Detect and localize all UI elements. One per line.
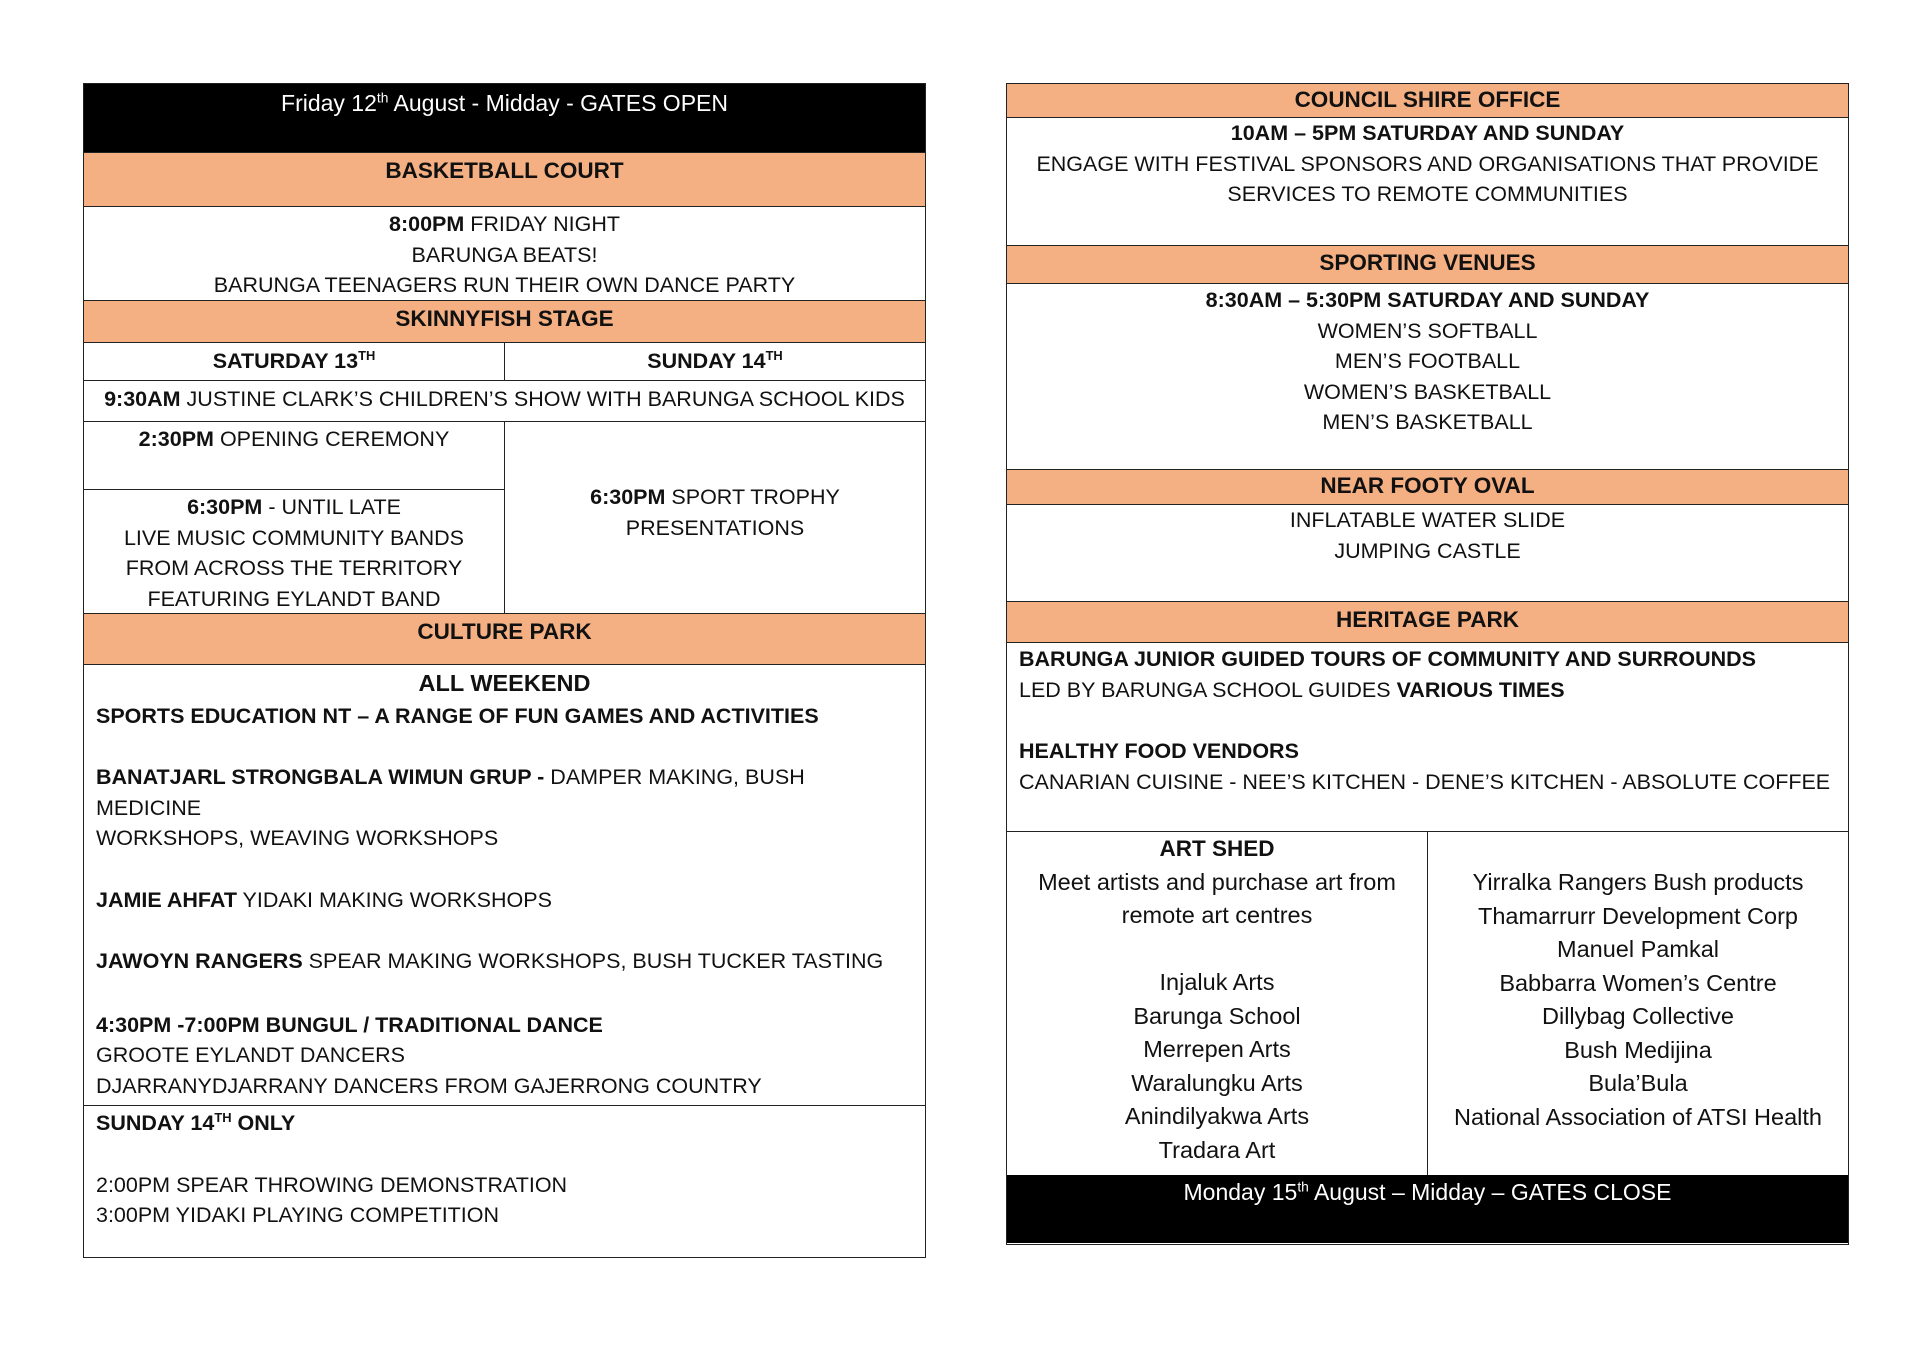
- gates-open-text-rest: August - Midday - GATES OPEN: [388, 90, 728, 116]
- sunday-only-label: SUNDAY 14: [96, 1111, 215, 1135]
- trophy-label: SPORT TROPHY: [665, 485, 840, 509]
- tours-times: VARIOUS TIMES: [1396, 677, 1565, 702]
- heritage-park-header: [1007, 601, 1848, 643]
- art-shed-intro-line2: remote art centres: [1121, 902, 1313, 928]
- sunday-trophy-cell: [505, 422, 925, 613]
- groote-dancers-line: GROOTE EYLANDT DANCERS: [96, 1043, 406, 1067]
- live-music-until: - UNTIL LATE: [262, 495, 401, 519]
- heritage-park-body: [1007, 643, 1848, 832]
- banatjarl-line: [96, 762, 913, 823]
- art-shed-right-column: [1428, 832, 1848, 1175]
- art-centre-item: Injaluk Arts: [1159, 969, 1275, 995]
- food-vendors-list: CANARIAN CUISINE - NEE’S KITCHEN - DENE’S KITCHEN - ABSOLUTE COFFEE: [1019, 769, 1831, 794]
- trophy-label-line2: PRESENTATIONS: [625, 515, 805, 540]
- culture-park-title: CULTURE PARK: [417, 619, 592, 644]
- footy-item: JUMPING CASTLE: [1334, 538, 1521, 563]
- jamie-desc: YIDAKI MAKING WORKSHOPS: [236, 887, 552, 912]
- skinnyfish-stage-header: [84, 300, 925, 343]
- art-centre-item: National Association of ATSI Health: [1454, 1103, 1822, 1130]
- art-shed-row: [1007, 832, 1848, 1175]
- near-footy-oval-header: [1007, 469, 1848, 505]
- art-centre-item: Babbarra Women’s Centre: [1499, 969, 1777, 996]
- live-music-time-line: [84, 492, 504, 523]
- tours-guides-text: LED BY BARUNGA SCHOOL GUIDES: [1019, 677, 1397, 702]
- saturday-events: [84, 422, 505, 613]
- skinnyfish-stage-title: SKINNYFISH STAGE: [395, 306, 614, 331]
- basketball-time: 8:00PM: [389, 212, 465, 236]
- kids-show-time: 9:30AM: [104, 387, 181, 411]
- sport-item: MEN’S BASKETBALL: [1322, 410, 1533, 434]
- basketball-event: BARUNGA BEATS!: [411, 242, 598, 267]
- basketball-court-body: [84, 207, 925, 300]
- sporting-time: 8:30AM – 5:30PM SATURDAY AND SUNDAY: [1205, 288, 1650, 312]
- council-shire-title: COUNCIL SHIRE OFFICE: [1294, 87, 1561, 112]
- sporting-venues-body: [1007, 284, 1848, 469]
- gates-close-text: Monday 15: [1183, 1179, 1298, 1205]
- food-vendors-heading: HEALTHY FOOD VENDORS: [1019, 739, 1299, 763]
- council-shire-body: [1007, 118, 1848, 245]
- sunday-only-heading: [96, 1108, 913, 1139]
- live-music-time: 6:30PM: [187, 495, 263, 519]
- trophy-time: 6:30PM: [590, 485, 666, 509]
- art-centre-item: Tradara Art: [1158, 1136, 1276, 1163]
- gates-close-sup: th: [1297, 1179, 1309, 1195]
- live-music-line: FEATURING EYLANDT BAND: [147, 586, 441, 611]
- art-centre-item: Waralungku Arts: [1131, 1069, 1303, 1096]
- council-desc-line2: SERVICES TO REMOTE COMMUNITIES: [1227, 182, 1628, 206]
- art-centre-item: Manuel Pamkal: [1557, 936, 1719, 962]
- basketball-court-title: BASKETBALL COURT: [385, 158, 624, 183]
- tours-guides-line: [1019, 675, 1836, 706]
- art-centre-item: Barunga School: [1133, 1002, 1301, 1029]
- art-centre-item: Thamarrurr Development Corp: [1478, 902, 1798, 929]
- kids-show-desc: JUSTINE CLARK’S CHILDREN’S SHOW WITH BARUNGA SCHOOL KIDS: [180, 387, 905, 411]
- art-centre-item: Dillybag Collective: [1542, 1003, 1734, 1029]
- sporting-venues-title: SPORTING VENUES: [1319, 250, 1536, 275]
- opening-ceremony-cell: [84, 422, 504, 490]
- jamie-line: [96, 885, 913, 916]
- gates-open-text: Friday 12: [281, 90, 377, 116]
- sunday-only-body: [84, 1106, 925, 1231]
- sunday-only-sup: TH: [214, 1109, 232, 1125]
- spear-throwing-line: 2:00PM SPEAR THROWING DEMONSTRATION: [96, 1172, 568, 1197]
- basketball-time-line: [84, 209, 925, 240]
- skinnyfish-day-row: [84, 343, 925, 381]
- art-centre-item: Bush Medijina: [1564, 1036, 1712, 1063]
- trophy-time-line: [505, 482, 925, 513]
- sporting-venues-header: [1007, 245, 1848, 284]
- right-schedule-panel: [1006, 83, 1849, 1245]
- jawoyn-line: [96, 946, 913, 977]
- junior-tours-line: BARUNGA JUNIOR GUIDED TOURS OF COMMUNITY AND SURROUNDS: [1019, 647, 1756, 671]
- art-centre-item: Bula’Bula: [1588, 1070, 1688, 1096]
- sunday-header: [505, 343, 925, 380]
- near-footy-oval-body: [1007, 505, 1848, 601]
- art-shed-left-column: [1007, 832, 1428, 1175]
- banatjarl-name: BANATJARL STRONGBALA WIMUN GRUP -: [96, 765, 545, 789]
- sport-item: WOMEN’S SOFTBALL: [1317, 318, 1538, 343]
- heritage-park-title: HERITAGE PARK: [1336, 607, 1519, 632]
- sunday-label: SUNDAY 14: [647, 349, 766, 373]
- council-shire-header: [1007, 84, 1848, 118]
- near-footy-oval-title: NEAR FOOTY OVAL: [1320, 473, 1535, 498]
- saturday-header: [84, 343, 505, 380]
- jamie-name: JAMIE AHFAT: [96, 887, 237, 912]
- art-shed-intro: Meet artists and purchase art from: [1038, 868, 1396, 895]
- council-desc: ENGAGE WITH FESTIVAL SPONSORS AND ORGANISATIONS THAT PROVIDE: [1036, 151, 1819, 176]
- culture-park-body: [84, 665, 925, 1106]
- art-centre-item: Yirralka Rangers Bush products: [1472, 869, 1804, 895]
- left-schedule-panel: [83, 83, 926, 1258]
- djarranydjarrany-line: DJARRANYDJARRANY DANCERS FROM GAJERRONG COUNTRY: [96, 1073, 762, 1098]
- skinnyfish-split-row: [84, 422, 925, 613]
- opening-ceremony-label: OPENING CEREMONY: [213, 427, 450, 451]
- jawoyn-desc: SPEAR MAKING WORKSHOPS, BUSH TUCKER TASTING: [302, 949, 884, 973]
- sunday-sup: TH: [765, 347, 783, 363]
- banatjarl-desc-line2: WORKSHOPS, WEAVING WORKSHOPS: [96, 826, 499, 850]
- live-music-line: LIVE MUSIC COMMUNITY BANDS: [123, 525, 465, 550]
- live-music-line: FROM ACROSS THE TERRITORY: [125, 556, 463, 580]
- basketball-court-header: [84, 152, 925, 207]
- art-centre-item: Anindilyakwa Arts: [1124, 1103, 1310, 1129]
- council-time: 10AM – 5PM SATURDAY AND SUNDAY: [1230, 121, 1625, 145]
- opening-ceremony-time: 2:30PM: [138, 427, 214, 451]
- gates-open-sup: th: [376, 90, 389, 106]
- jawoyn-name: JAWOYN RANGERS: [96, 949, 303, 973]
- sport-item: MEN’S FOOTBALL: [1334, 349, 1521, 373]
- banatjarl-desc: DAMPER MAKING, BUSH MEDICINE: [96, 765, 805, 820]
- sports-education-line: SPORTS EDUCATION NT – A RANGE OF FUN GAMES AND ACTIVITIES: [96, 703, 819, 728]
- saturday-sup: TH: [358, 347, 376, 363]
- art-shed-title: ART SHED: [1159, 836, 1275, 861]
- live-music-cell: [84, 490, 504, 614]
- culture-park-header: [84, 613, 925, 665]
- sport-item: WOMEN’S BASKETBALL: [1303, 379, 1552, 404]
- art-centre-item: Merrepen Arts: [1143, 1036, 1291, 1062]
- sunday-only-label-rest: ONLY: [231, 1111, 296, 1135]
- footy-item: INFLATABLE WATER SLIDE: [1289, 508, 1566, 532]
- kids-show-row: [84, 381, 925, 422]
- all-weekend-heading: ALL WEEKEND: [418, 670, 591, 696]
- gates-close-bar: [1007, 1175, 1848, 1243]
- basketball-time-rest: FRIDAY NIGHT: [464, 212, 620, 236]
- saturday-label: SATURDAY 13: [212, 349, 359, 373]
- basketball-desc: BARUNGA TEENAGERS RUN THEIR OWN DANCE PARTY: [213, 273, 796, 297]
- yidaki-competition-line: 3:00PM YIDAKI PLAYING COMPETITION: [96, 1203, 500, 1227]
- gates-close-text-rest: August – Midday – GATES CLOSE: [1308, 1179, 1672, 1205]
- gates-open-bar: [84, 84, 925, 152]
- bungul-line: 4:30PM -7:00PM BUNGUL / TRADITIONAL DANCE: [96, 1012, 603, 1037]
